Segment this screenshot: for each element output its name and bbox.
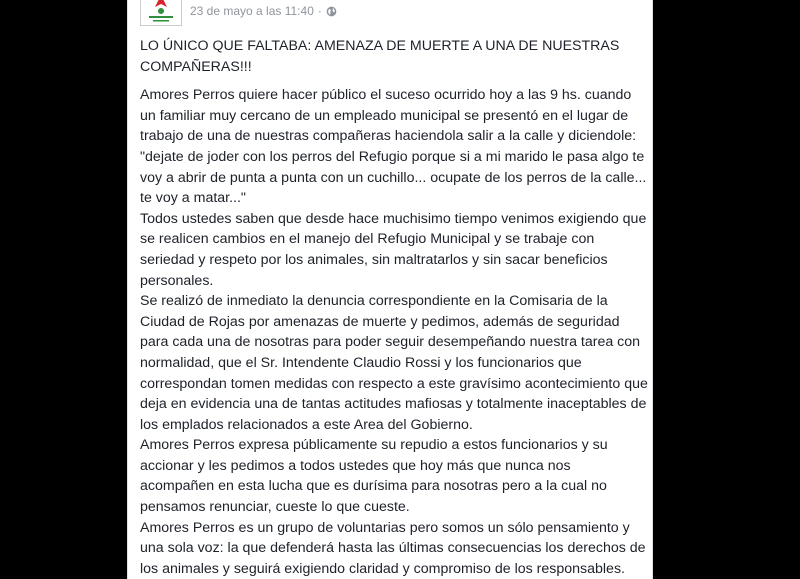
- post-paragraph: Todos ustedes saben que desde hace muchisimo tiempo venimos exigiendo que se realicen cambios en el manejo del Refugio Municipal y se trabaje con seriedad y respeto por los animales, sin maltratarlos y sin sacar beneficios personales.: [140, 210, 647, 289]
- facebook-post: [127, 0, 653, 579]
- post-body: [140, 36, 648, 579]
- post-paragraph: Amores Perros es un grupo de voluntarias pero somos un sólo pensamiento y una sola voz: la que defenderá hasta las últimas consecuencias los derechos de los animales y seguirá exigiendo claridad y compromiso de los responsables.: [140, 519, 646, 577]
- meta-separator: ·: [317, 4, 322, 18]
- post-paragraph: Amores Perros quiere hacer público el suceso ocurrido hoy a las 9 hs. cuando un familiar muy cercano de un empleado municipal se presentó en el lugar de trabajo de una de nuestras compañeras haciendola salir a la calle y diciendole: "dejate de joder con los perros del Refugio porque si a mi marido le pasa algo te voy a abrir de punta a punta con un cuchillo... ocupate de los perros de la calle... te voy a matar...": [140, 87, 647, 207]
- post-paragraph: Amores Perros expresa públicamente su repudio a estos funcionarios y su accionar y les pedimos a todos ustedes que hoy más que nunca nos acompañen en esta lucha que es durísima para nosotras pero a la cual no pensamos renunciar, cueste lo que cueste.: [140, 437, 608, 516]
- page-logo-icon: [141, 0, 181, 25]
- page-avatar[interactable]: [140, 0, 182, 26]
- post-title: LO ÚNICO QUE FALTABA: AMENAZA DE MUERTE A UNA DE NUESTRAS COMPAÑERAS!!!: [140, 38, 620, 75]
- post-timestamp[interactable]: 23 de mayo a las 11:40: [190, 4, 314, 18]
- post-meta: [190, 4, 337, 18]
- globe-icon: [326, 6, 337, 17]
- post-header: [128, 0, 652, 26]
- post-paragraph: Se realizó de inmediato la denuncia correspondiente en la Comisaria de la Ciudad de Rojas por amenazas de muerte y pedimos, además de seguridad para cada una de nosotras para poder seguir desempeñando nuestra tarea con normalidad, que el Sr. Intendente Claudio Rossi y los funcionarios que correspondan tomen medidas con respecto a este gravísimo acontecimiento que deja en evidencia una de tantas actitudes mafiosas y totalmente inaceptables de los emplados relacionados a este Area del Gobierno.: [140, 293, 648, 433]
